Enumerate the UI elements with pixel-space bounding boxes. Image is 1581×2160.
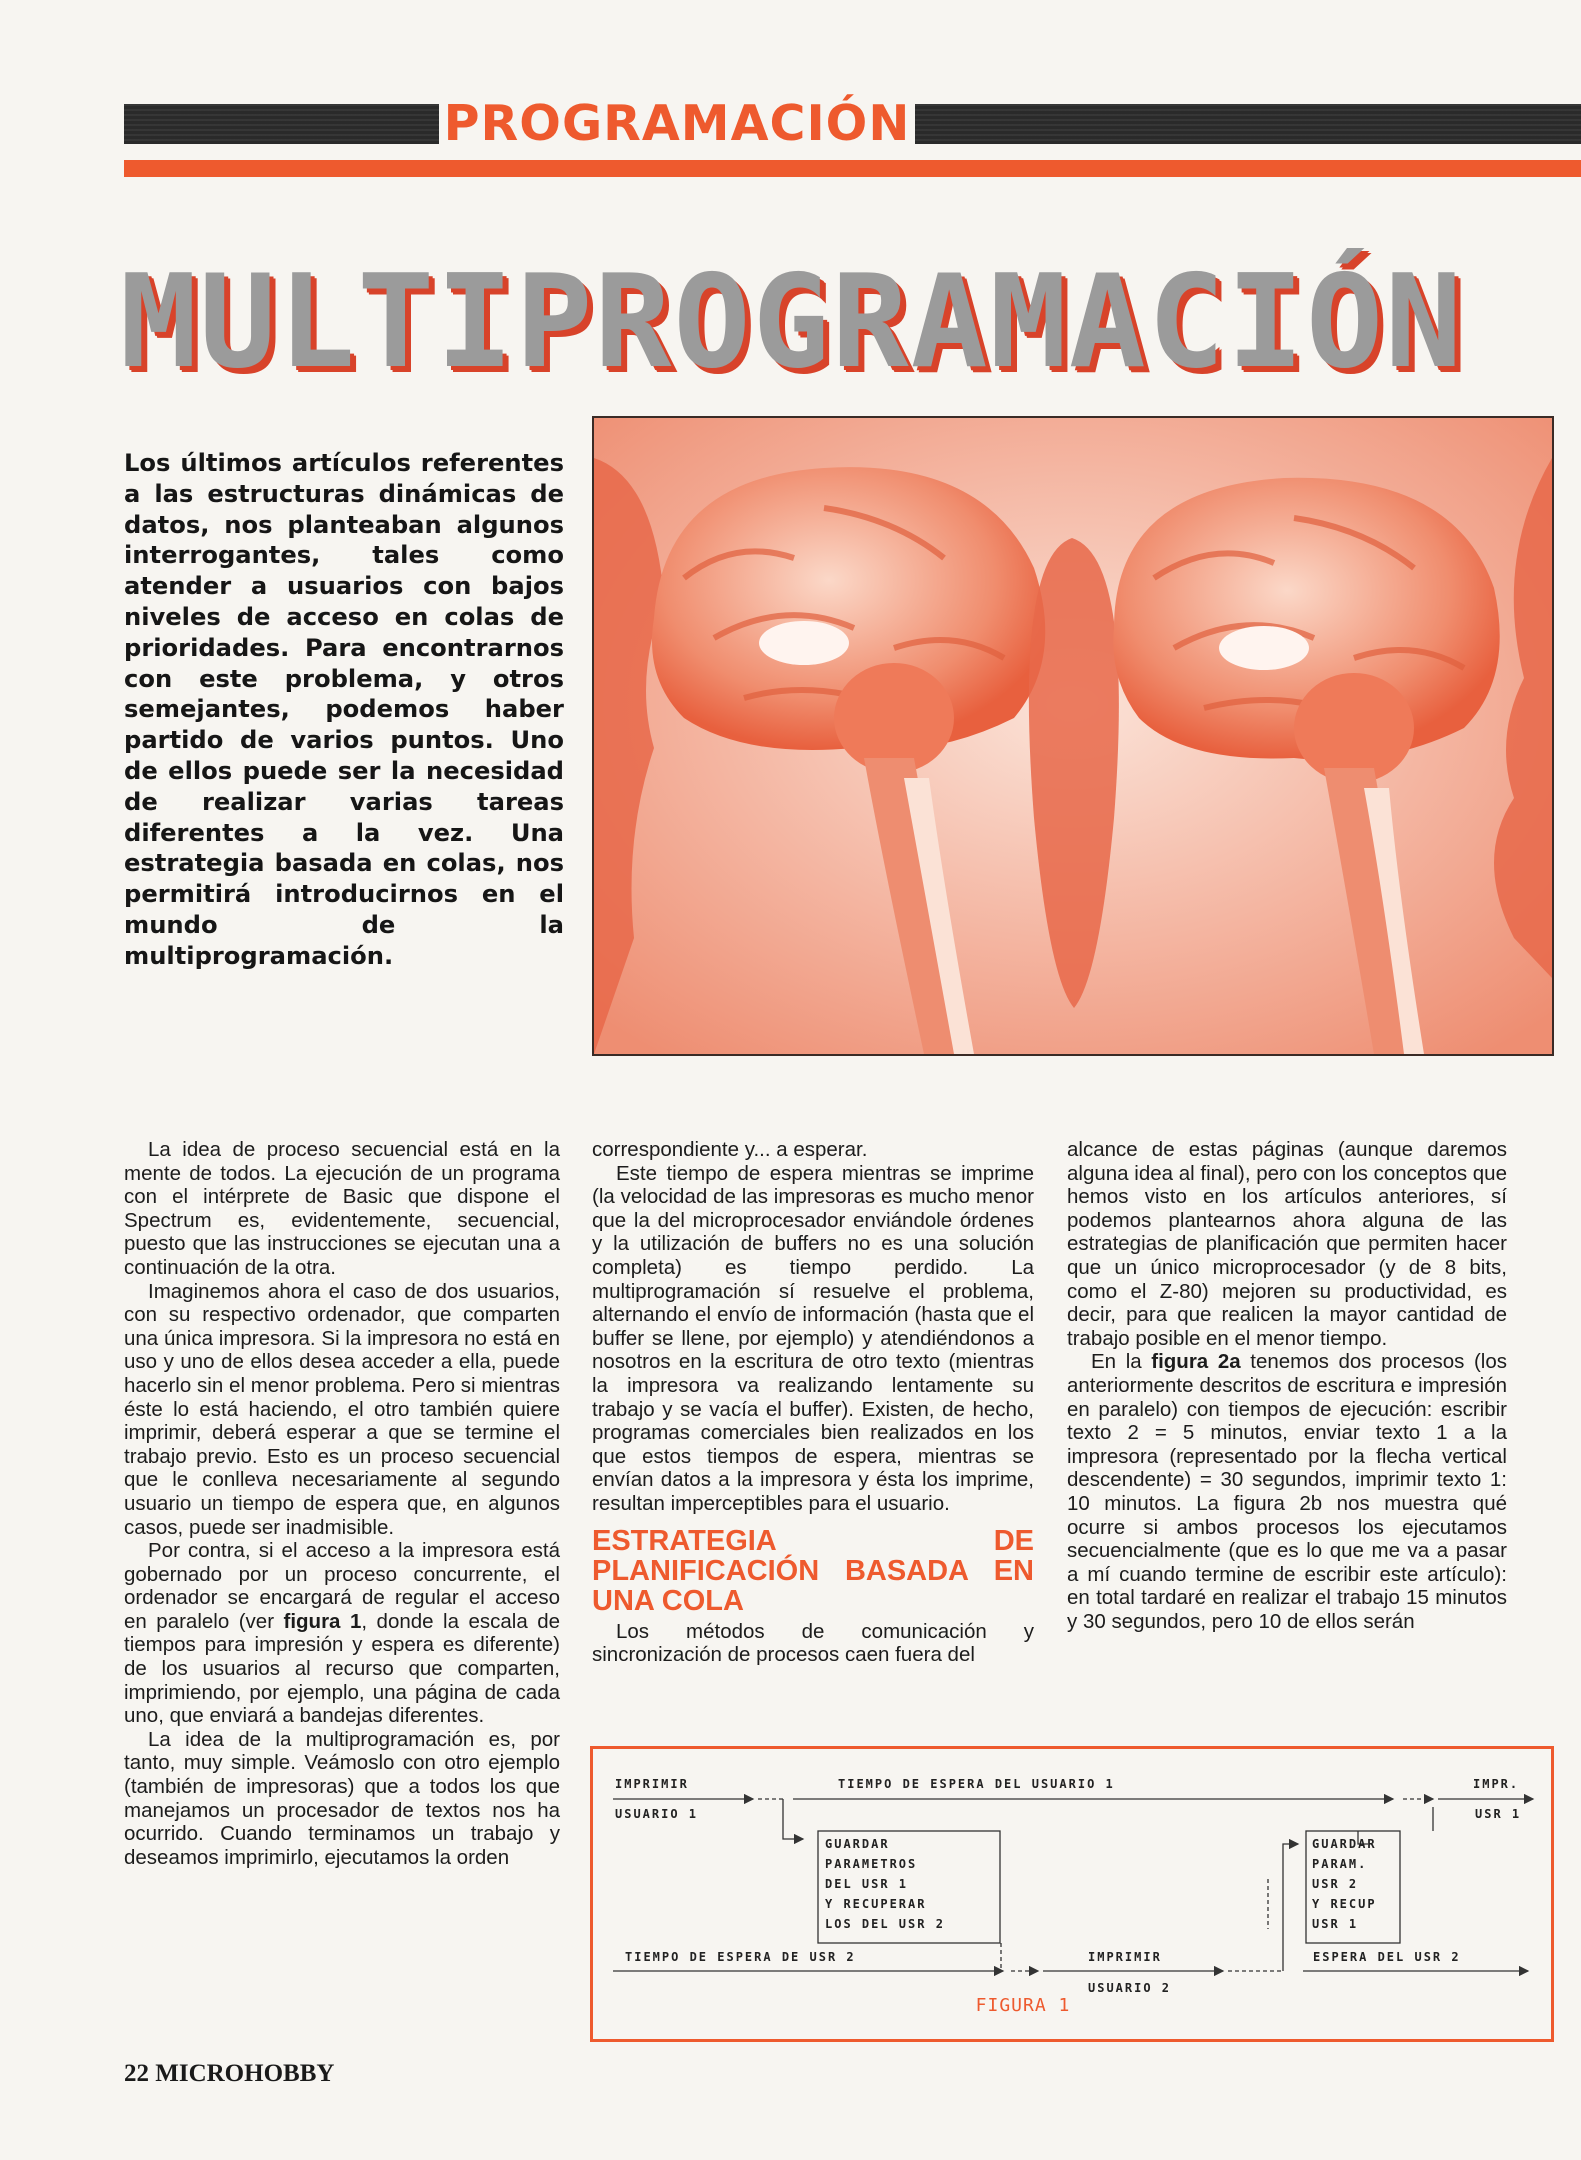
- figure-box1-line: Y RECUPERAR: [825, 1897, 927, 1911]
- figure-box1-line: GUARDAR: [825, 1837, 890, 1851]
- intro-paragraph: Los últimos artículos referentes a las estructuras dinámicas de datos, nos planteaban algunos interrogantes, tales como atender a usuarios con bajos niveles de acceso en colas de prioridades. Para encontrarnos con este problema, y otros semejantes, podemos haber partido de varios puntos. Uno de ellos puede ser la necesidad de realizar varias tareas diferentes a la vez. Una estrategia basada en colas, nos permitirá introducirnos en el mundo de la multiprogramación.: [124, 449, 564, 970]
- figure-box2-line: USR 2: [1312, 1877, 1359, 1891]
- article-title: MULTIPROGRAMACIÓN: [120, 248, 1465, 397]
- col1-paragraph: Imaginemos ahora el caso de dos usuarios, con su respectivo ordenador, que comparten una única impresora. Si la impresora no está en uso y uno de ellos desea acceder a ella, puede hacerlo sin el menor problema. Pero si mientras éste lo está haciendo, el otro también quiere imprimir, deberá esperar a que se termine el trabajo previo. Esto es un proceso secuencial que le conlleva necesariamente al segundo usuario un tiempo de espera que, en algunos casos, puede ser inadmisible.: [124, 1279, 560, 1539]
- figure-box1-line: PARAMETROS: [825, 1857, 918, 1871]
- figure-label-espera-usuario-1: TIEMPO DE ESPERA DEL USUARIO 1: [838, 1777, 1115, 1791]
- col2-paragraph: Este tiempo de espera mientras se imprime (la velocidad de las impresoras es mucho menor que la del microprocesador enviándole órdenes y la utilización de buffers no es una solución completa) es tiempo perdido. La multiprogramación sí resuelve el problema, alternando el envío de información (hasta que el buffer se llene, por ejemplo) y atendiéndonos a nosotros en la escritura de otro texto (mientras la impresora va realizando lentamente su trabajo y se vacía el buffer). Existen, de hecho, programas comerciales bien realizados en los que estos tiempos de espera, mientras se envían datos a la impresora y ésta los imprime, resultan imperceptibles para el usuario.: [592, 1161, 1034, 1515]
- figure-box2-line: USR 1: [1312, 1917, 1359, 1931]
- header-rule: [124, 160, 1581, 177]
- section-subhead: ESTRATEGIA DE PLANIFICACIÓN BASADA EN UNA COLA: [592, 1524, 1034, 1617]
- figure-label-usr-1: USR 1: [1475, 1807, 1522, 1821]
- col3-paragraph: alcance de estas páginas (aunque daremos alguna idea al final), pero con los conceptos que hemos visto en los artículos anteriores, sí podemos plantearnos ahora alguna de las estrategias de planificación que permiten hacer que un único microprocesador (y de 8 bits, como el Z-80) mejoren su productividad, es decir, para que realicen la mayor cantidad de trabajo posible en el menor tiempo.: [1067, 1138, 1507, 1350]
- figure-box2-line: Y RECUP: [1312, 1897, 1377, 1911]
- figure-label-espera-del-usr-2: ESPERA DEL USR 2: [1313, 1950, 1461, 1964]
- figure-box1-line: LOS DEL USR 2: [825, 1917, 945, 1931]
- text-run: Por contra, si el acceso a la impresora está gobernado por un proceso concurrente, el ordenador se encargará de regular el acceso en paralelo (ver: [124, 1539, 560, 1633]
- figure-label-imprimir-2: IMPRIMIR: [1088, 1950, 1162, 1964]
- figure-caption: FIGURA 1: [975, 1995, 1071, 2016]
- text-run: , donde la escala de tiempos para impresión y espera es diferente) de los usuarios al recurso que comparten, imprimiendo, por ejemplo, una página de cada uno, que enviará a bandejas diferentes.: [124, 1609, 561, 1728]
- text-run: tenemos dos procesos (los anteriormente descritos de escritura e impresión en paralelo) con tiempos de ejecución: escribir texto 2 = 5 minutos, enviar texto 1 a la impresora (representado por la flecha vertical descendente) = 30 segundos, imprimir texto 1: 10 minutos. La figura 2b nos muestra qué ocurre si ambos procesos los ejecutamos secuencialmente (que es lo que me va a pasar a mí cuando termine de escribir este artículo): en total tardaré en realizar el trabajo 15 minutos y 30 segundos, pero 10 de ellos serán: [1067, 1350, 1507, 1633]
- figure-box1-line: DEL USR 1: [825, 1877, 909, 1891]
- figure-box2-line: PARAM.: [1312, 1857, 1368, 1871]
- col2-paragraph: correspondiente y... a esperar.: [592, 1138, 868, 1161]
- figure-label-imprimir: IMPRIMIR: [615, 1777, 689, 1791]
- body-column-2: [592, 1138, 1034, 1667]
- figure-reference: figura 1: [283, 1609, 362, 1633]
- section-title: PROGRAMACIÓN: [443, 95, 911, 152]
- col1-paragraph: [124, 1539, 560, 1728]
- page-footer: 22 MICROHOBBY: [124, 2060, 335, 2087]
- brain-image: [594, 418, 1552, 1054]
- figure-label-usuario-1: USUARIO 1: [615, 1807, 699, 1821]
- col1-paragraph: La idea de la multiprogramación es, por tanto, muy simple. Veámoslo con otro ejemplo (también de impresoras) que a todos los que manejamos un procesador de textos nos ha ocurrido. Cuando terminamos un trabajo y deseamos imprimirlo, ejecutamos la orden: [124, 1727, 560, 1869]
- header-band-right: [915, 104, 1581, 144]
- figure-reference: figura 2a: [1151, 1350, 1241, 1374]
- col3-paragraph: [1067, 1350, 1507, 1633]
- figure-label-espera-usr-2: TIEMPO DE ESPERA DE USR 2: [625, 1950, 856, 1964]
- figure-1: [590, 1746, 1554, 2042]
- text-run: En la: [1091, 1350, 1152, 1374]
- body-column-3: [1067, 1138, 1507, 1633]
- col2-paragraph: Los métodos de comunicación y sincronización de procesos caen fuera del: [592, 1619, 1034, 1667]
- brain-illustration: [592, 416, 1554, 1056]
- figure-label-usuario-2: USUARIO 2: [1088, 1981, 1172, 1995]
- figure-label-impr: IMPR.: [1473, 1777, 1520, 1791]
- body-column-1: [124, 1138, 560, 1869]
- header-band-left: [124, 104, 439, 144]
- col1-paragraph: La idea de proceso secuencial está en la mente de todos. La ejecución de un programa con el intérprete de Basic que dispone el Spectrum es, evidentemente, secuencial, puesto que las instrucciones se ejecutan una a continuación de la otra.: [124, 1138, 560, 1279]
- figure-box2-line: GUARDAR: [1312, 1837, 1377, 1851]
